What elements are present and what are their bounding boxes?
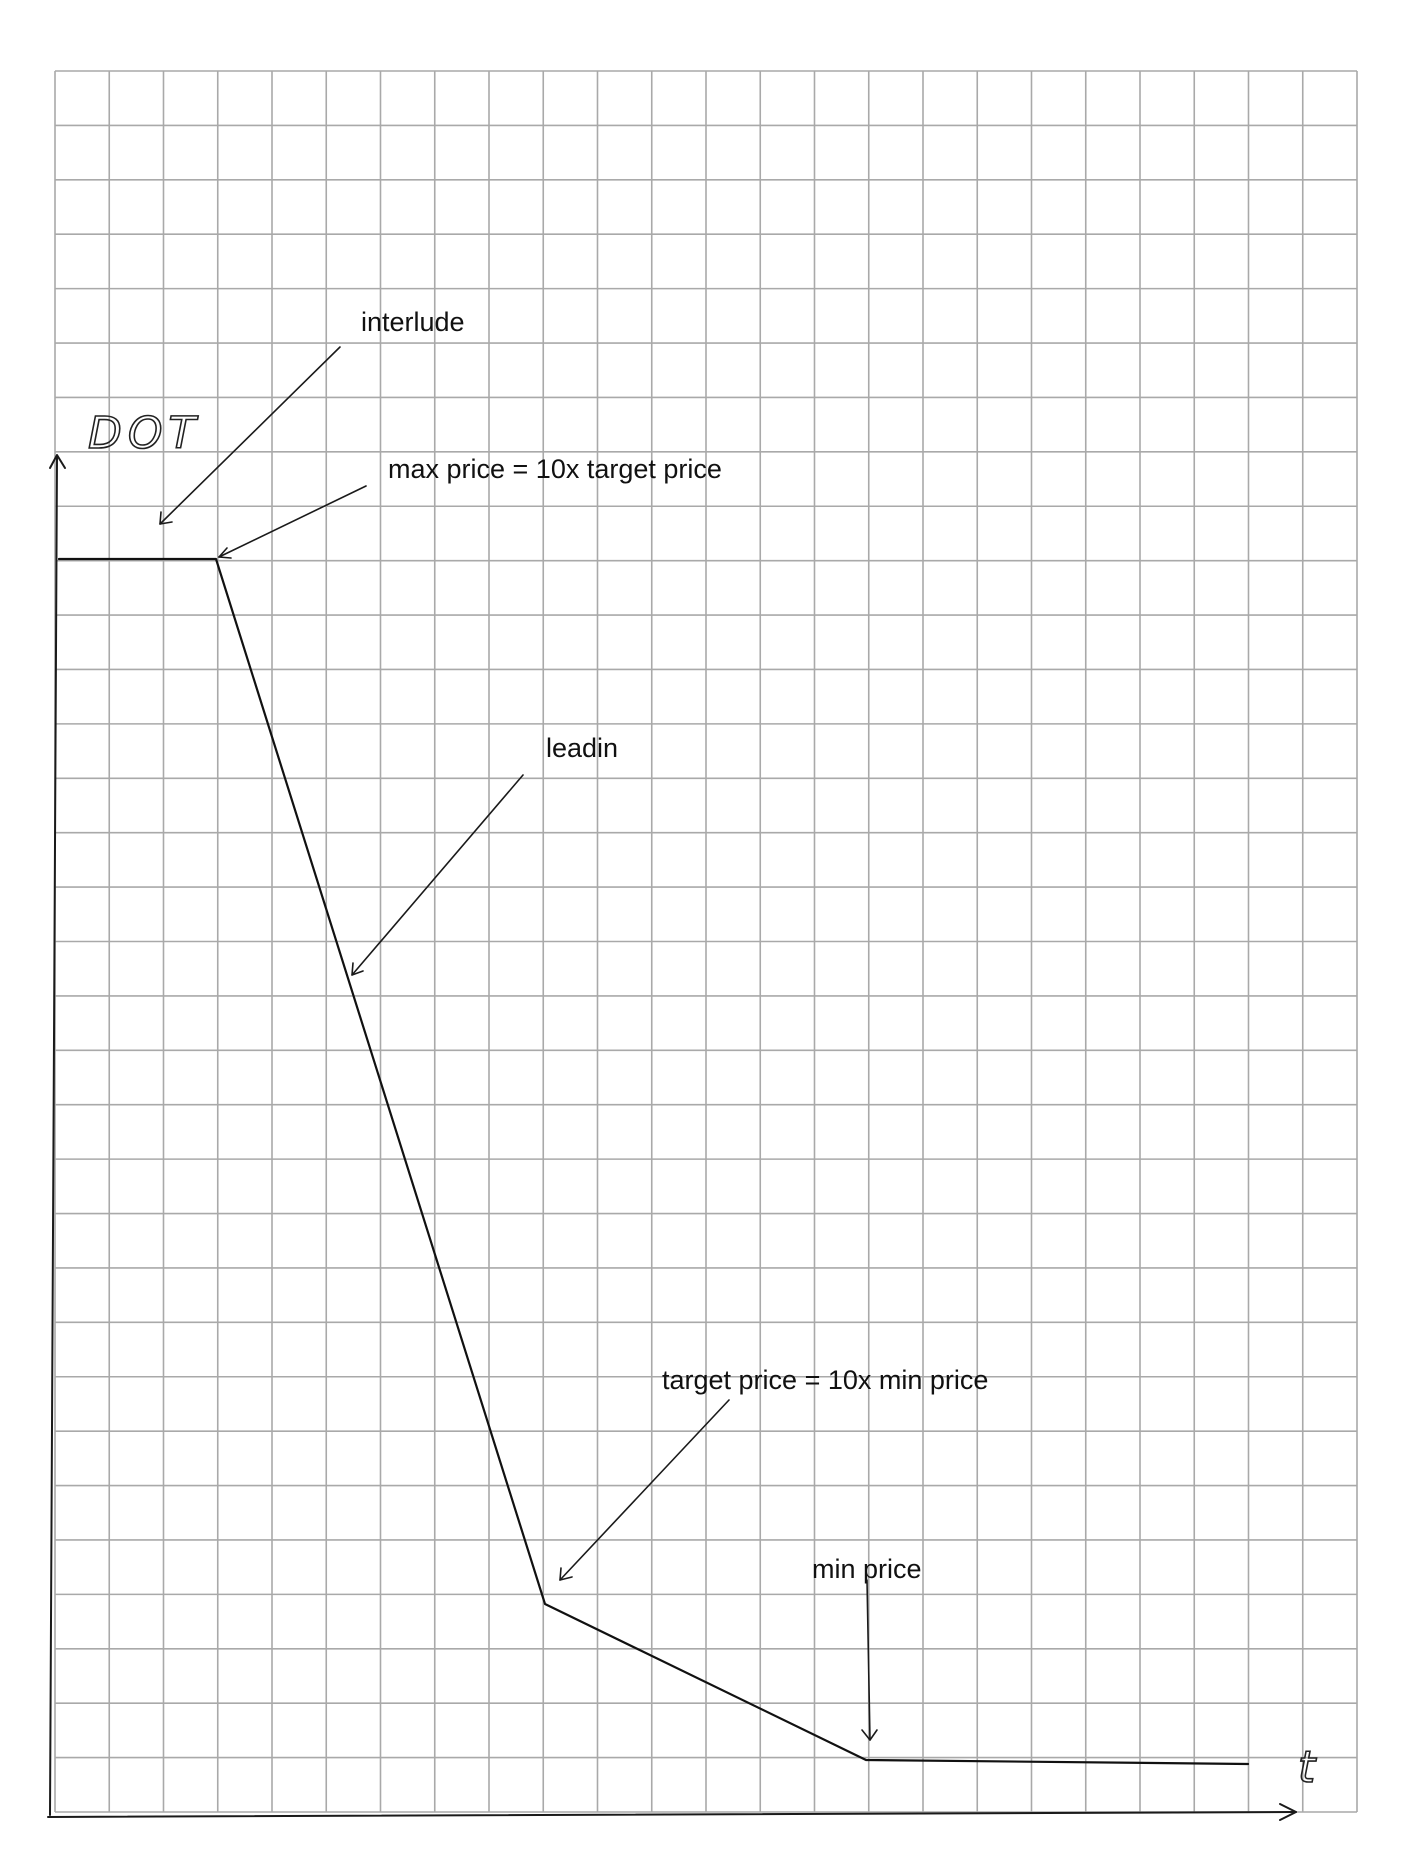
y-axis-label: DOT (88, 408, 202, 459)
annotation-labels (361, 307, 988, 1584)
interlude-label: interlude (361, 307, 465, 337)
leadin-label: leadin (546, 733, 619, 763)
y-axis (50, 456, 57, 1815)
annotation-pointers (160, 347, 877, 1740)
target-price-pointer (560, 1400, 729, 1580)
graph-paper-grid (55, 71, 1357, 1812)
axes (48, 408, 1321, 1820)
price-curve (59, 559, 1248, 1764)
min-price-label: min price (812, 1554, 922, 1584)
max-price-pointer (219, 486, 366, 557)
leadin-pointer (352, 775, 523, 975)
max-price-arrowhead (219, 548, 231, 558)
max-price-label: max price = 10x target price (388, 454, 722, 484)
x-axis-label: t (1298, 1742, 1322, 1793)
target-price-label: target price = 10x min price (662, 1365, 989, 1395)
